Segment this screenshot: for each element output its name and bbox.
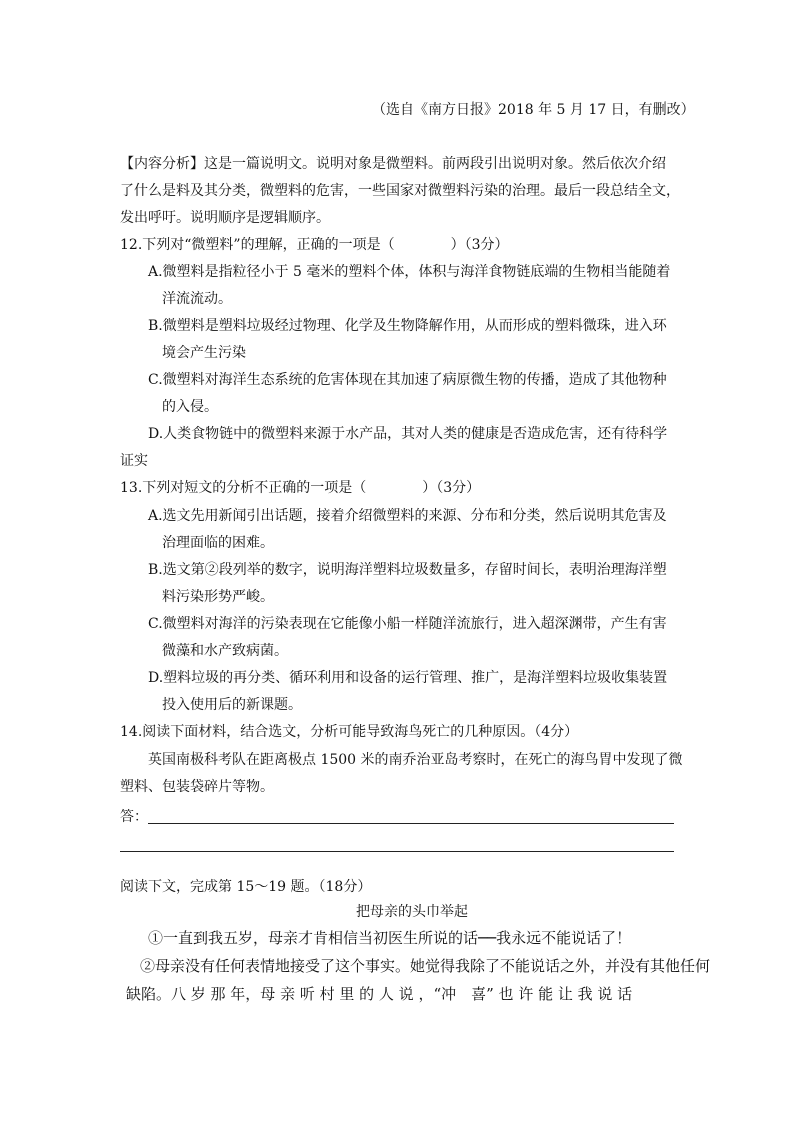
source-note: （选自《南方日报》2018 年 5 月 17 日，有删改）	[372, 102, 695, 118]
reading-title: 把母亲的头巾举起	[356, 904, 468, 920]
paragraph: ①一直到我五岁，母亲才肯相信当初医生所说的话──我永远不能说话了！	[148, 929, 632, 947]
option-d-cont: 投入使用后的新课题。	[162, 697, 302, 713]
option-a-cont: 治理面临的困难。	[162, 535, 274, 551]
question-stem: 13.下列对短文的分析不正确的一项是（ ）（3分）	[120, 480, 481, 496]
paragraph-cont: 缺陷。八 岁 那 年，母 亲 听 村 里 的 人 说 ，“冲 喜” 也 许 能 让 我 说 话	[126, 985, 633, 1003]
paragraph: ②母亲没有任何表情地接受了这个事实。她觉得我除了不能说话之外，并没有其他任何	[140, 957, 711, 975]
analysis-line: 【内容分析】这是一篇说明文。说明对象是微塑料。前两段引出说明对象。然后依次介绍	[120, 156, 666, 172]
option-d: D.塑料垃圾的再分类、循环利用和设备的运行管理、推广，是海洋塑料垃圾收集装置	[148, 670, 668, 686]
answer-line[interactable]	[120, 851, 674, 852]
material-text-cont: 塑料、包装袋碎片等物。	[120, 779, 274, 795]
analysis-line: 发出呼吁。说明顺序是逻辑顺序。	[120, 210, 330, 226]
answer-label: 答：	[120, 809, 148, 825]
option-b: B.微塑料是塑料垃圾经过物理、化学及生物降解作用，从而形成的塑料微珠，进入环	[148, 318, 667, 334]
option-b: B.选文第②段列举的数字，说明海洋塑料垃圾数量多，存留时间长，表明治理海洋塑	[148, 562, 667, 578]
reading-intro: 阅读下文，完成第 15～19 题。（18分）	[120, 879, 372, 895]
option-c: C.微塑料对海洋的污染表现在它能像小船一样随洋流旅行，进入超深渊带，产生有害	[148, 616, 667, 632]
option-c-cont: 的入侵。	[162, 399, 218, 415]
option-a-cont: 洋流流动。	[162, 291, 232, 307]
option-b-cont: 境会产生污染	[162, 345, 246, 361]
option-a: A.选文先用新闻引出话题，接着介绍微塑料的来源、分布和分类，然后说明其危害及	[148, 508, 667, 524]
analysis-line: 了什么是料及其分类，微塑料的危害，一些国家对微塑料污染的治理。最后一段总结全文，	[120, 183, 680, 199]
question-stem: 12.下列对“微塑料”的理解，正确的一项是（ ）（3分）	[120, 237, 509, 253]
option-c: C.微塑料对海洋生态系统的危害体现在其加速了病原微生物的传播，造成了其他物种	[148, 372, 667, 388]
answer-line[interactable]	[148, 823, 674, 824]
question-stem: 14.阅读下面材料，结合选文，分析可能导致海鸟死亡的几种原因。（4分）	[120, 724, 579, 740]
option-d: D.人类食物链中的微塑料来源于水产品，其对人类的健康是否造成危害，还有待科学	[148, 426, 668, 442]
option-d-cont: 证实	[120, 453, 148, 469]
option-a: A.微塑料是指粒径小于 5 毫米的塑料个体，体积与海洋食物链底端的生物相当能随着	[148, 264, 671, 280]
option-c-cont: 微藻和水产致病菌。	[162, 643, 288, 659]
material-text: 英国南极科考队在距离极点 1500 米的南乔治亚岛考察时，在死亡的海鸟胃中发现了微	[148, 752, 683, 768]
option-b-cont: 料污染形势严峻。	[162, 589, 274, 605]
